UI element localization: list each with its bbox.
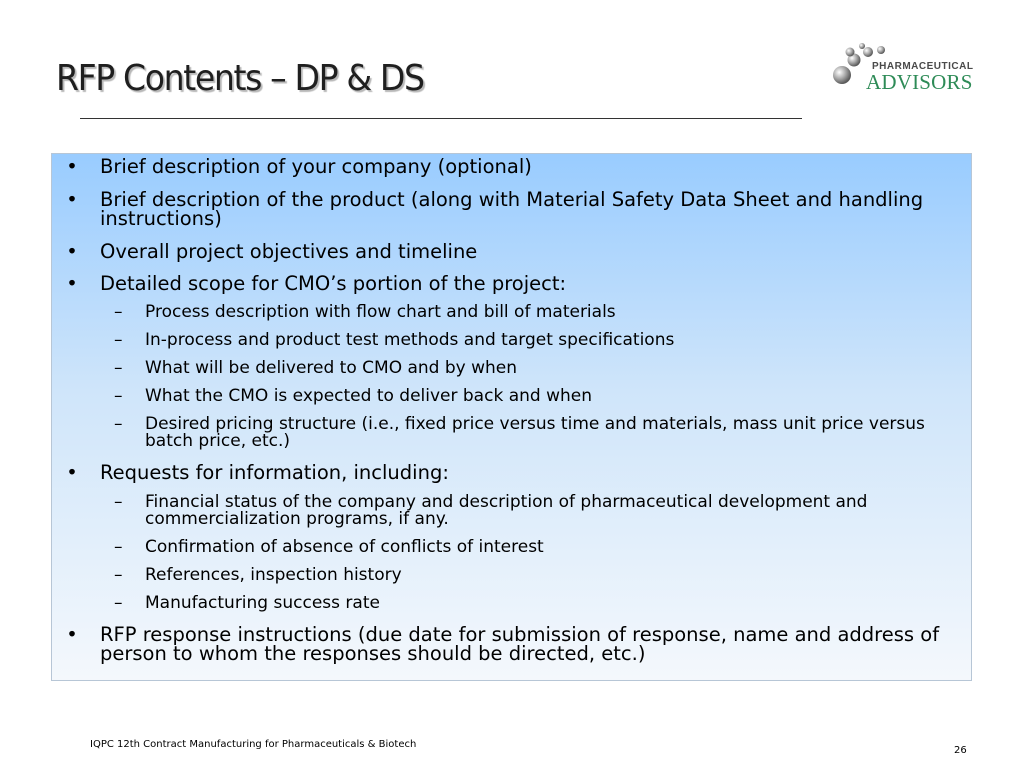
bullet-text: Requests for information, including: bbox=[100, 461, 449, 484]
bullet-text: Detailed scope for CMO’s portion of the project: bbox=[100, 272, 567, 295]
bullet-text: RFP response instructions (due date for submission of response, name and address of person to whom the responses should be directed, etc.) bbox=[100, 623, 940, 665]
bullet-marker: • bbox=[66, 623, 78, 646]
bullet-item bbox=[52, 157, 971, 176]
logo-text-advisors: ADVISORS bbox=[866, 70, 973, 94]
sub-bullet-text: What will be delivered to CMO and by when bbox=[145, 358, 518, 378]
sub-bullet-marker: – bbox=[114, 302, 123, 322]
content-box bbox=[51, 153, 972, 681]
sub-bullet-text: Manufacturing success rate bbox=[145, 593, 380, 613]
bullet-marker: • bbox=[66, 155, 78, 178]
bullet-item bbox=[52, 625, 971, 663]
sub-bullet-marker: – bbox=[114, 565, 123, 585]
bullet-text: Overall project objectives and timeline bbox=[100, 240, 478, 263]
sub-bullet-text: What the CMO is expected to deliver back and when bbox=[145, 386, 592, 406]
sub-bullet-text: Confirmation of absence of conflicts of interest bbox=[145, 537, 544, 557]
bullet-text: Brief description of the product (along with Material Safety Data Sheet and handling instructions) bbox=[100, 188, 924, 230]
sub-bullet-item bbox=[52, 388, 971, 405]
bullet-item bbox=[52, 242, 971, 261]
sub-bullet-text: Financial status of the company and description of pharmaceutical development and commercialization programs, if any. bbox=[145, 492, 868, 529]
sub-bullet-marker: – bbox=[114, 414, 123, 434]
bullet-marker: • bbox=[66, 188, 78, 211]
slide-title: RFP Contents – DP & DS bbox=[56, 58, 424, 99]
sub-bullet-item bbox=[52, 595, 971, 612]
bullet-marker: • bbox=[66, 461, 78, 484]
bullet-marker: • bbox=[66, 272, 78, 295]
sub-bullet-marker: – bbox=[114, 492, 123, 512]
page-number: 26 bbox=[954, 745, 967, 756]
sub-bullet-item bbox=[52, 567, 971, 584]
sub-bullet-text: Desired pricing structure (i.e., fixed price versus time and materials, mass unit price versus batch price, etc.) bbox=[145, 414, 925, 451]
bullet-text: Brief description of your company (optional) bbox=[100, 155, 532, 178]
sub-bullet-marker: – bbox=[114, 537, 123, 557]
sub-bullet-marker: – bbox=[114, 593, 123, 613]
sub-bullet-marker: – bbox=[114, 386, 123, 406]
sub-bullet-item bbox=[52, 494, 971, 528]
sub-bullet-item bbox=[52, 332, 971, 349]
sub-bullet-item bbox=[52, 416, 971, 450]
sub-bullet-marker: – bbox=[114, 358, 123, 378]
bullet-item bbox=[52, 463, 971, 482]
company-logo bbox=[830, 42, 974, 94]
bullet-item bbox=[52, 190, 971, 228]
sub-bullet-marker: – bbox=[114, 330, 123, 350]
sub-bullet-text: Process description with flow chart and bill of materials bbox=[145, 302, 616, 322]
sub-bullet-item bbox=[52, 304, 971, 321]
bullet-item bbox=[52, 274, 971, 293]
sub-bullet-item bbox=[52, 539, 971, 556]
footer-text: IQPC 12th Contract Manufacturing for Pharmaceuticals & Biotech bbox=[90, 739, 417, 750]
sub-bullet-item bbox=[52, 360, 971, 377]
bullet-marker: • bbox=[66, 240, 78, 263]
logo-text-pharmaceutical: PHARMACEUTICAL bbox=[872, 61, 974, 72]
bullet-list bbox=[52, 154, 971, 663]
sub-bullet-text: In-process and product test methods and target specifications bbox=[145, 330, 675, 350]
title-divider bbox=[80, 118, 802, 119]
sub-bullet-text: References, inspection history bbox=[145, 565, 402, 585]
